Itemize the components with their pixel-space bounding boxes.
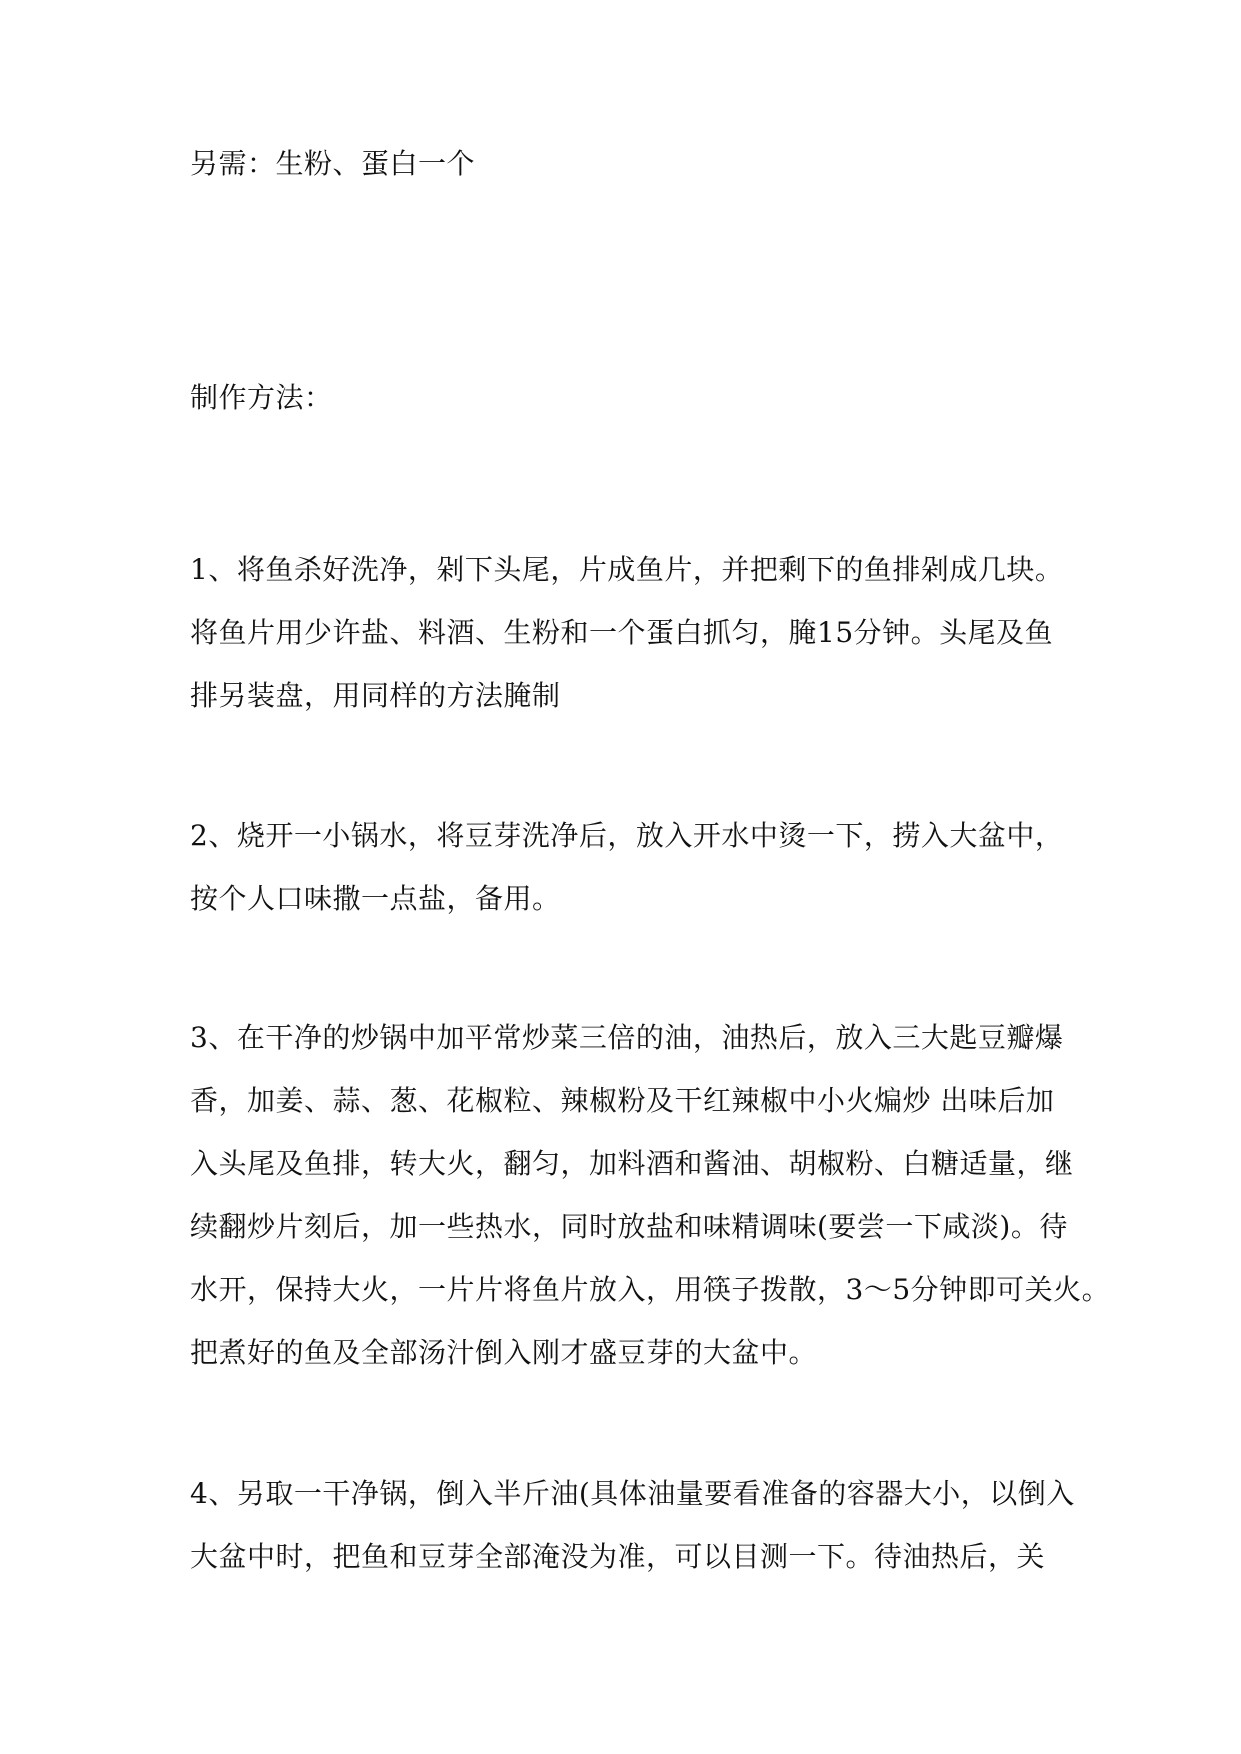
step-3-line-2: 香，加姜、蒜、葱、花椒粒、辣椒粉及干红辣椒中小火煸炒 出味后加 bbox=[190, 1084, 1055, 1117]
method-heading: 制作方法： bbox=[190, 381, 333, 414]
step-4-line-1: 4、另取一干净锅，倒入半斤油(具体油量要看准备的容器大小，以倒入 bbox=[190, 1477, 1075, 1510]
step-3-line-3: 入头尾及鱼排，转大火，翻匀，加料酒和酱油、胡椒粉、白糖适量，继 bbox=[190, 1147, 1074, 1180]
step-3-line-6: 把煮好的鱼及全部汤汁倒入刚才盛豆芽的大盆中。 bbox=[190, 1336, 818, 1369]
step-1-line-2: 将鱼片用少许盐、料酒、生粉和一个蛋白抓匀，腌15分钟。头尾及鱼 bbox=[190, 616, 1054, 649]
step-4-line-2: 大盆中时，把鱼和豆芽全部淹没为准，可以目测一下。待油热后，关 bbox=[190, 1540, 1046, 1573]
step-2-line-1: 2、烧开一小锅水，将豆芽洗净后，放入开水中烫一下，捞入大盆中， bbox=[190, 819, 1064, 852]
step-1-line-3: 排另装盘，用同样的方法腌制 bbox=[190, 679, 561, 712]
step-3-line-4: 续翻炒片刻后，加一些热水，同时放盐和味精调味(要尝一下咸淡)。待 bbox=[190, 1210, 1068, 1243]
step-1-line-1: 1、将鱼杀好洗净，剁下头尾，片成鱼片，并把剩下的鱼排剁成几块。 bbox=[190, 553, 1064, 586]
additional-ingredients: 另需：生粉、蛋白一个 bbox=[190, 147, 476, 180]
step-3-line-1: 3、在干净的炒锅中加平常炒菜三倍的油，油热后，放入三大匙豆瓣爆 bbox=[190, 1021, 1064, 1054]
step-2-line-2: 按个人口味撒一点盐，备用。 bbox=[190, 882, 561, 915]
step-3-line-5: 水开，保持大火，一片片将鱼片放入，用筷子拨散，3～5分钟即可关火。 bbox=[190, 1273, 1111, 1306]
